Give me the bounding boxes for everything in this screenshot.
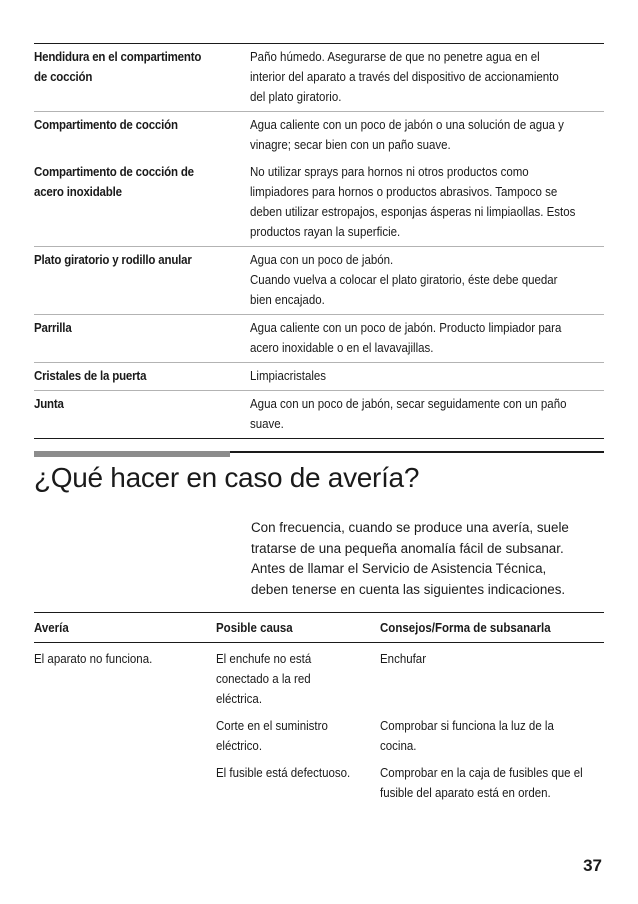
part-cell [34,47,233,107]
cause-remedy-row [216,649,604,709]
part-text: Plato giratorio y rodillo anular [34,253,192,267]
cause-text: Corte en el suministro [216,719,328,733]
remedy-cell [380,763,586,803]
part-text: Hendidura en el compartimento [34,50,202,64]
method-text: vinagre; secar bien con un paño suave. [250,138,451,152]
page-number: 37 [583,856,602,875]
method-cell [250,394,576,434]
method-cell [250,115,576,155]
intro-line: Con frecuencia, cuando se produce una avería, suele [251,520,569,535]
table-row [34,246,604,314]
cause-cell [216,716,367,756]
intro-line: deben tenerse en cuenta las siguientes indicaciones. [251,581,566,597]
header-cause: Posible causa [216,621,293,635]
intro-line: Antes de llamar el Servicio de Asistencia Técnica, [251,561,547,576]
remedy-text: Comprobar en la caja de fusibles que el [380,766,583,780]
remedy-cell [380,716,586,756]
method-cell [250,47,576,107]
remedy-text: cocina. [380,739,417,753]
section-title: ¿Qué hacer en caso de avería? [34,462,420,493]
intro-line: tratarse de una pequeña anomalía fácil de subsanar. [251,540,564,556]
table-row [34,159,604,246]
part-cell [34,366,233,386]
method-text: acero inoxidable o en el lavavajillas. [250,341,434,355]
part-text: acero inoxidable [34,185,122,199]
method-text: Agua caliente con un poco de jabón. Producto limpiador para [250,321,562,335]
header-fault: Avería [34,621,69,635]
method-cell [250,162,576,242]
method-text: del plato giratorio. [250,90,342,104]
part-text: Compartimento de cocción de [34,165,194,179]
part-cell [34,115,233,155]
table-row [34,111,604,159]
fault-table [34,612,604,810]
method-text: Cuando vuelva a colocar el plato giratorio, éste debe quedar [250,273,558,287]
cause-cell [216,649,367,709]
part-cell [34,250,233,310]
method-text: deben utilizar estropajos, esponjas ásperas ni limpiaollas. Estos [250,205,576,219]
part-text: Cristales de la puerta [34,369,147,383]
remedy-cell [380,649,586,709]
method-text: Agua con un poco de jabón. [250,253,394,267]
remedy-text: Comprobar si funciona la luz de la [380,719,554,733]
cause-remedy-list [216,649,604,810]
method-text: suave. [250,417,284,431]
header-remedy: Consejos/Forma de subsanarla [380,621,551,635]
table-header [34,613,604,643]
remedy-text: fusible del aparato está en orden. [380,786,551,800]
table-row [34,44,604,111]
table-row [34,362,604,390]
table-row [34,643,604,810]
method-cell [250,250,576,310]
method-cell [250,318,576,358]
method-text: No utilizar sprays para hornos ni otros productos como [250,165,529,179]
part-text: Parrilla [34,321,72,335]
cause-cell [216,763,367,803]
fault-cell: El aparato no funciona. [34,652,153,666]
part-text: Compartimento de cocción [34,118,178,132]
part-text: Junta [34,397,64,411]
part-text: de cocción [34,70,93,84]
cleaning-table [34,43,604,439]
cause-remedy-row [216,763,604,803]
cause-text: El enchufe no está [216,652,312,666]
cause-text: conectado a la red [216,672,311,686]
method-cell [250,366,576,386]
cause-text: eléctrica. [216,692,263,706]
method-text: Agua caliente con un poco de jabón o una solución de agua y [250,118,564,132]
method-text: Paño húmedo. Asegurarse de que no penetre agua en el [250,50,540,64]
part-cell [34,394,233,434]
remedy-text: Enchufar [380,652,427,666]
method-text: productos rayan la superficie. [250,225,401,239]
method-text: Agua con un poco de jabón, secar seguidamente con un paño [250,397,567,411]
method-text: Limpiacristales [250,369,327,383]
section-accent-bar [34,451,230,457]
table-row [34,390,604,438]
part-cell [34,318,233,358]
method-text: interior del aparato a través del dispositivo de accionamiento [250,70,559,84]
intro-paragraph [251,518,611,600]
method-text: bien encajado. [250,293,325,307]
cause-text: eléctrico. [216,739,263,753]
part-cell [34,162,233,242]
cause-text: El fusible está defectuoso. [216,766,351,780]
cause-remedy-row [216,716,604,756]
method-text: limpiadores para hornos o productos abrasivos. Tampoco se [250,185,558,199]
table-row [34,314,604,362]
